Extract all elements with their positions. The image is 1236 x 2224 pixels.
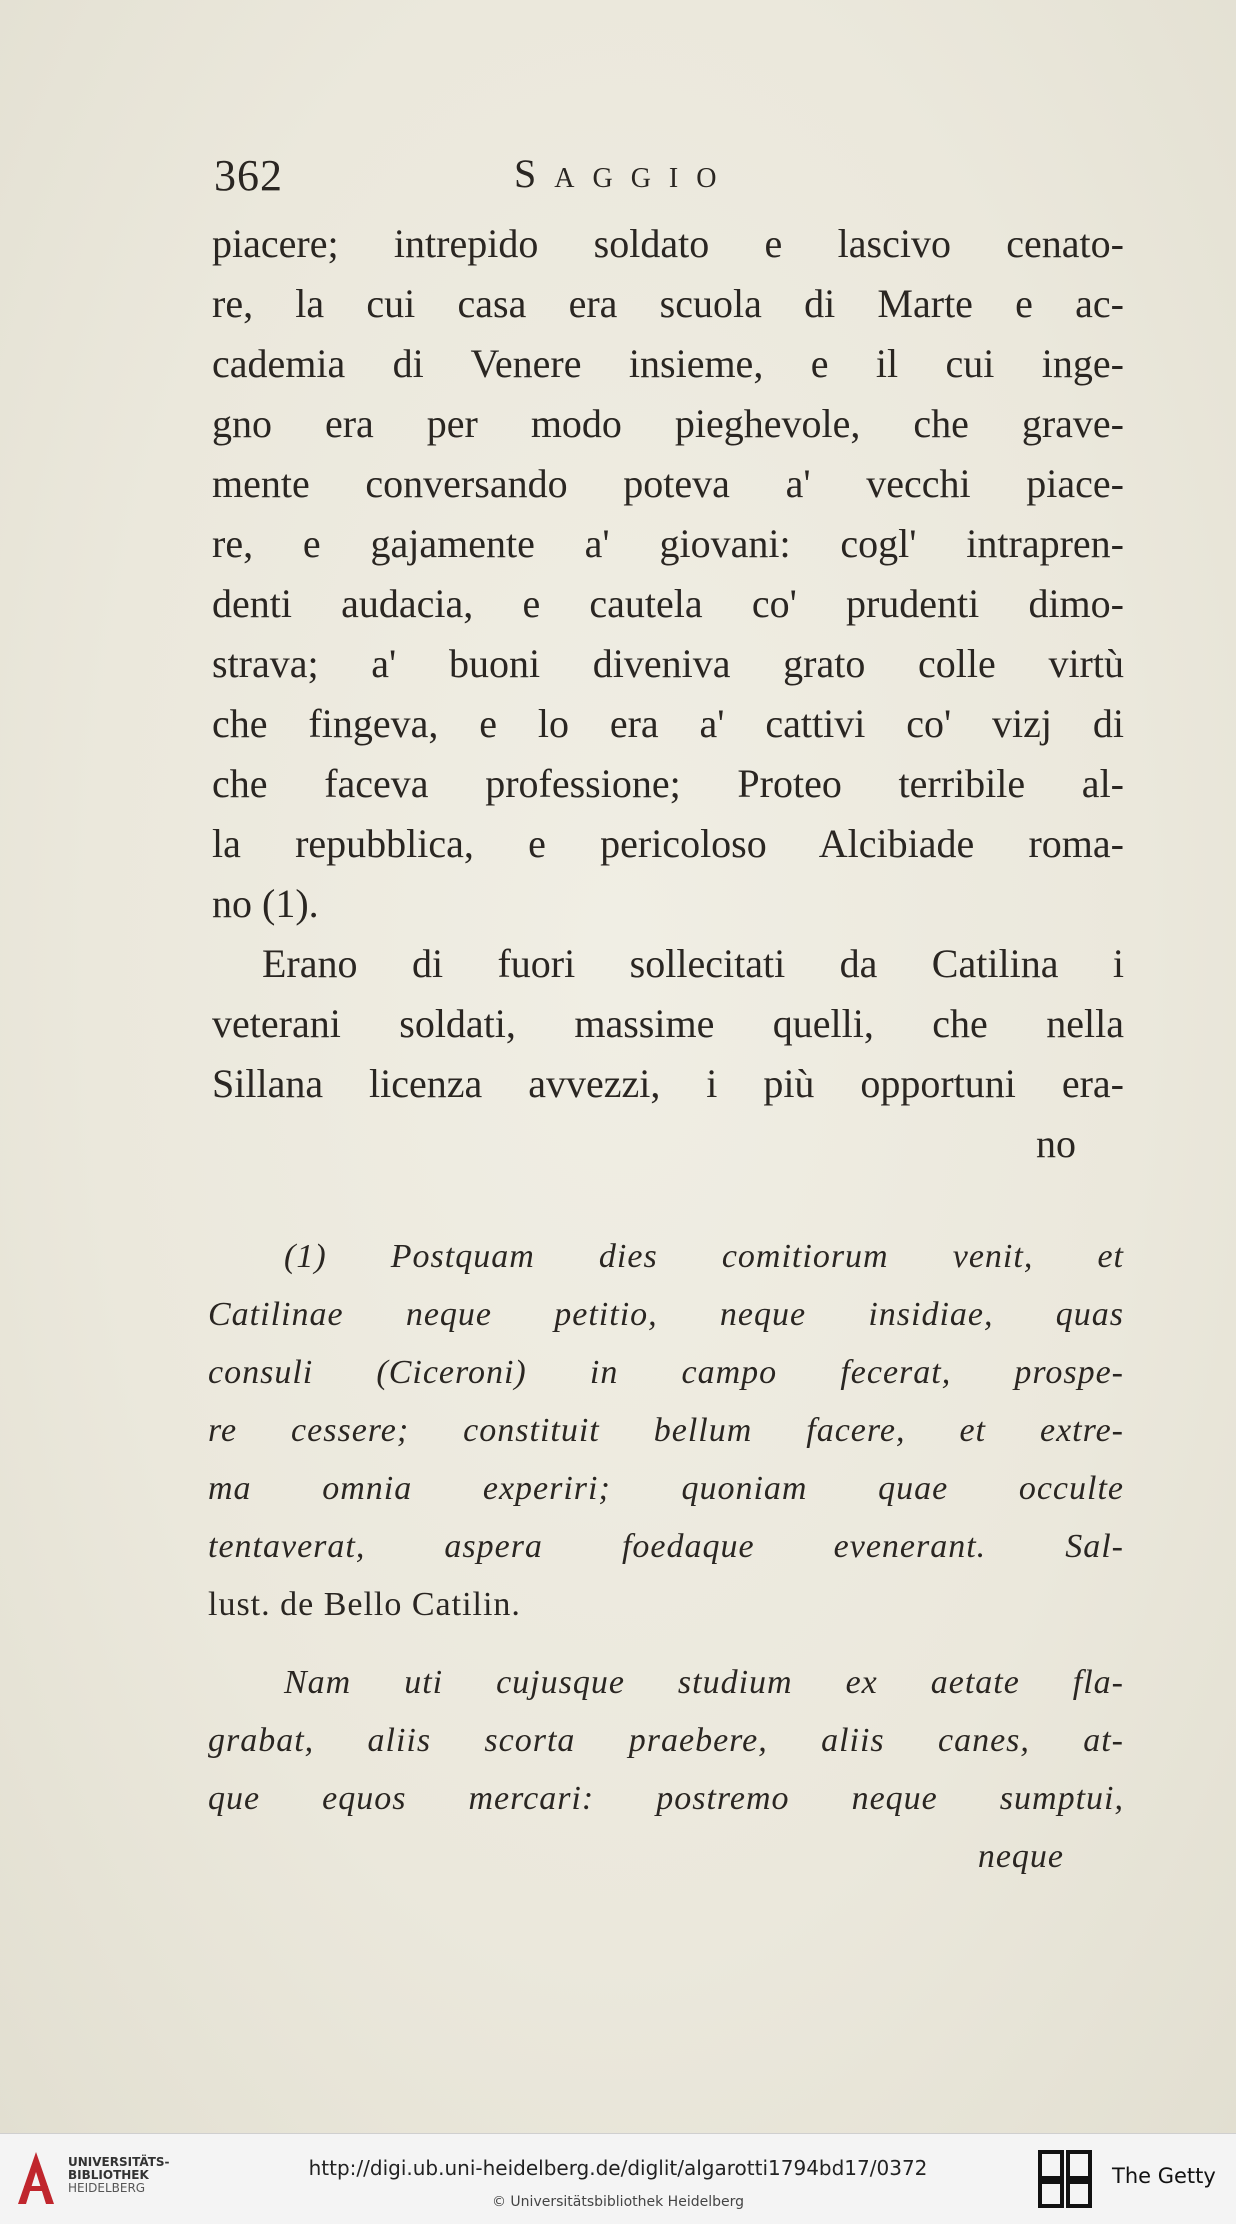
text-line: strava; a' buoni diveniva grato colle virtù [212,641,1124,686]
footnote-line: Nam uti cujusque studium ex aetate fla- [284,1664,1124,1701]
running-title: Saggio [514,151,735,196]
text-line: no (1). [212,881,319,926]
footer-bar [0,2133,1236,2224]
text-line: Erano di fuori sollecitati da Catilina i [262,941,1124,986]
footnotes [208,1228,1124,1886]
footnote-line: re cessere; constituit bellum facere, et extre- [208,1412,1124,1449]
page-number: 362 [214,151,283,200]
text-line: gno era per modo pieghevole, che grave- [212,401,1124,446]
copyright-notice: © Universitätsbibliothek Heidelberg [491,2194,744,2210]
text-line: la repubblica, e pericoloso Alcibiade roma- [212,821,1124,866]
text-line: cademia di Venere insieme, e il cui inge- [212,341,1124,386]
footnote-catchword: neque [977,1838,1064,1875]
text-line: mente conversando poteva a' vecchi piace- [212,461,1124,506]
getty-logo-icon[interactable] [1038,2148,1094,2210]
footnote-line: Catilinae neque petitio, neque insidiae, quas [208,1296,1124,1333]
footnote-line: (1) Postquam dies comitiorum venit, et [284,1238,1124,1275]
permalink-url[interactable]: http://digi.ub.uni-heidelberg.de/diglit/algarotti1794bd17/0372 [308,2156,928,2180]
text-line: Sillana licenza avvezzi, i più opportuni era- [212,1061,1124,1106]
footnote-line: lust. de Bello Catilin. [208,1586,521,1623]
footnote-line: grabat, aliis scorta praebere, aliis canes, at- [208,1722,1124,1759]
text-line: re, la cui casa era scuola di Marte e ac- [212,281,1124,326]
text-line: che fingeva, e lo era a' cattivi co' vizj di [212,701,1124,746]
library-name: UNIVERSITÄTS- BIBLIOTHEK HEIDELBERG [68,2155,170,2195]
page-header [214,150,1114,206]
partner-name: The Getty [1112,2164,1216,2188]
text-line: denti audacia, e cautela co' prudenti dimo- [212,581,1124,626]
footnote-line: consuli (Ciceroni) in campo fecerat, prospe- [208,1354,1124,1391]
main-text [212,214,1124,1174]
footnote-line: ma omnia experiri; quoniam quae occulte [208,1470,1124,1507]
footnote-line: tentaverat, aspera foedaque evenerant. Sal- [208,1528,1124,1565]
catchword: no [1036,1121,1076,1166]
footnote-line: que equos mercari: postremo neque sumptui, [208,1780,1124,1817]
text-line: veterani soldati, massime quelli, che nella [212,1001,1124,1046]
text-line: che faceva professione; Proteo terribile al- [212,761,1124,806]
text-line: piacere; intrepido soldato e lascivo cenato- [212,221,1124,266]
text-line: re, e gajamente a' giovani: cogl' intrapren- [212,521,1124,566]
